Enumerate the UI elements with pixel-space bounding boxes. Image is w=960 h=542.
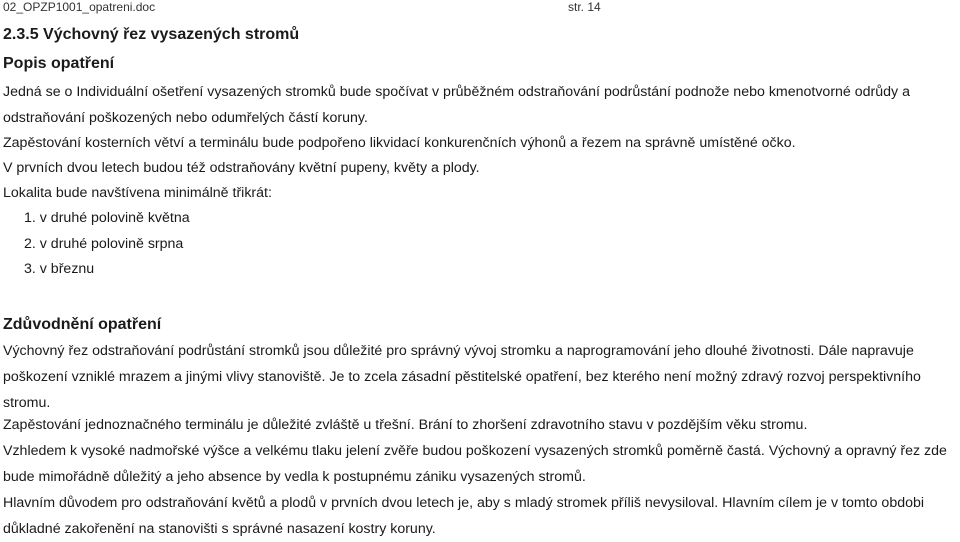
- zduvodneni-paragraph-2: Zapěstování jednoznačného terminálu je důležité zvláště u třešní. Brání to zhoršení zdravotního stavu v pozdějším věku stromu.: [3, 417, 808, 433]
- popis-paragraph-4: Lokalita bude navštívena minimálně třikrát:: [3, 185, 272, 201]
- section-title: 2.3.5 Výchovný řez vysazených stromů: [3, 26, 300, 43]
- zduvodneni-paragraph-3: Vzhledem k vysoké nadmořské výšce a velkému tlaku jelení zvěře budou poškození vysazených stromků poměrně častá. Výchovný a opravný řez zde bude mimořádně důležitý a jeho absence by vedla k postupnému zániku vysazených stromů.: [3, 443, 947, 485]
- list-item: 2. v druhé polovině srpna: [24, 236, 184, 252]
- popis-heading: Popis opatření: [3, 55, 115, 72]
- zduvodneni-paragraph-4: Hlavním důvodem pro odstraňování květů a plodů v prvních dvou letech je, aby s mladý stromek příliš nevysiloval. Hlavním cílem je v tomto obdobi důkladné zakořenění na stanovišti s správné nasazení kostry koruny.: [3, 495, 925, 537]
- popis-paragraph-3: V prvních dvou letech budou též odstraňovány květní pupeny, květy a plody.: [3, 160, 480, 176]
- popis-paragraph-1: Jedná se o Individuální ošetření vysazených stromků bude spočívat v průběžném odstraňování podrůstání podnože nebo kmenotvorné odrůdy a odstraňování poškozených nebo odumřelých částí koruny.: [3, 84, 910, 126]
- header-filename: 02_OPZP1001_opatreni.doc: [3, 0, 156, 14]
- zduvodneni-paragraph-1: Výchovný řez odstraňování podrůstání stromků jsou důležité pro správný vývoj stromku a naprogramování jeho dlouhé životnosti. Dále napravuje poškození vzniklé mrazem a jinými vlivy stanoviště. Je to zcela zásadní pěstitelské opatření, bez kterého není možný zdravý rozvoj perspektivního stromu.: [3, 343, 921, 411]
- list-item: 1. v druhé polovině května: [24, 210, 190, 226]
- popis-paragraph-2: Zapěstování kosterních větví a terminálu bude podpořeno likvidací konkurenčních výhonů a řezem na správně umístěné očko.: [3, 135, 796, 151]
- header-page-number: str. 14: [568, 0, 601, 14]
- list-item: 3. v březnu: [24, 261, 95, 277]
- zduvodneni-heading: Zdůvodnění opatření: [3, 316, 162, 333]
